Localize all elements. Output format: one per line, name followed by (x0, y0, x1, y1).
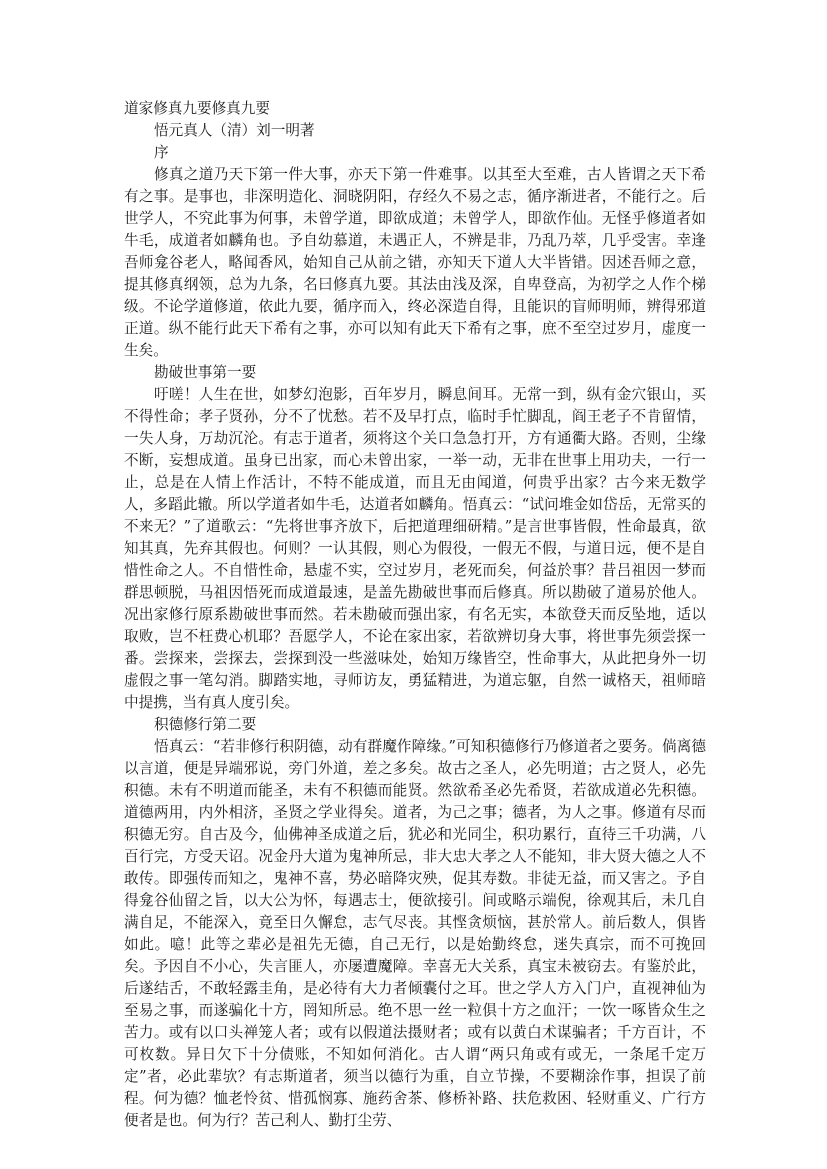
document-title: 道家修真九要修真九要 (124, 100, 270, 117)
section-heading-2: 积德修行第二要 (154, 716, 257, 733)
section-heading-1: 勘破世事第一要 (154, 364, 257, 381)
document-body (124, 98, 706, 1132)
author-line: 悟元真人（清）刘一明著 (154, 122, 315, 139)
preface-heading: 序 (154, 144, 169, 161)
section-paragraph-1: 吁嗟！人生在世，如梦幻泡影，百年岁月，瞬息间耳。无常一到，纵有金穴银山，买不得性命；孝子贤孙，分不了忧愁。若不及早打点，临时手忙脚乱，阎王老子不肯留情，一失人身，万劫沉沦。有志于道者，须将这个关口急急打开，方有通衢大路。否则，尘缘不断，妄想成道。虽身已出家，而心未曾出家，一举一动，无非在世事上用功夫，一行一止，总是在人情上作活计，不特不能成道，而且无由闻道，何贵乎出家？古今来无数学人，多蹈此辙。所以学道者如牛毛，达道者如麟角。悟真云：“试问堆金如岱岳，无常买的不来无？”了道歌云：“先将世事齐放下，后把道理细研精。”是言世事皆假，性命最真，欲知其真，先弃其假也。何则？一认其假，则心为假役，一假无不假，与道日远，便不是自惜性命之人。不自惜性命，悬虚不实，空过岁月，老死而矣，何益於事？昔吕祖因一梦而群思顿脱，马祖因悟死而成道最速，是盖先勘破世事而后修真。所以勘破了道易於他人。况出家修行原系勘破世事而然。若未勘破而强出家，有名无实，本欲登天而反坠地，适以取败，岂不枉费心机耶？吾愿学人，不论在家出家，若欲辨切身大事，将世事先须尝探一番。尝探来，尝探去，尝探到没一些滋味处，始知万缘皆空，性命事大，从此把身外一切虚假之事一笔勾消。脚踏实地，寻师访友，勇猛精进，为道忘躯，自然一诚格天，祖师暗中提携，当有真人度引矣。 (124, 386, 706, 711)
section-paragraph-2: 悟真云：“若非修行积阴德，动有群魔作障缘。”可知积德修行乃修道者之要务。倘离德以言道，便是异端邪说，旁门外道，差之多矣。故古之圣人，必先明道；古之贤人，必先积德。未有不明道而能圣，未有不积德而能贤。然欲希圣必先希贤，若欲成道必先积德。道德两用，内外相济，圣贤之学业得矣。道者，为己之事；德者，为人之事。修道有尽而积德无穷。自古及今，仙佛神圣成道之后，犹必和光同尘，积功累行，直待三千功满，八百行完，方受天诏。况金丹大道为鬼神所忌，非大忠大孝之人不能知，非大贤大德之人不敢传。即强传而知之，鬼神不喜，势必暗降灾殃，促其寿数。非徒无益，而又害之。予自得龛谷仙留之旨，以大公为怀，每遇志士，便欲接引。间或略示端倪，徐观其后，未几自满自足，不能深入，竟至日久懈怠，志气尽丧。其悭贪烦恼，甚於常人。前后数人，俱皆如此。噫！此等之辈必是祖先无德，自己无行，以是始勤终怠，迷失真宗，而不可挽回矣。予因自不小心，失言匪人，亦屡遭魔障。幸喜无大关系，真宝未被窃去。有鉴於此，后遂结舌，不敢轻露圭角，是必待有大力者倾囊付之耳。世之学人方入门户，直视神仙为至易之事，而遂骗化十方，罔知所忌。绝不思一丝一粒俱十方之血汗；一饮一啄皆众生之苦力。或有以口头禅笼人者；或有以假道法摄财者；或有以黄白术谋骗者；千方百计，不可枚数。异日欠下十分债账，不知如何消化。古人谓“两只角或有或无，一条尾千定万定”者，必此辈欤？有志斯道者，须当以德行为重，自立节操，不要糊涂作事，担误了前程。何为德？恤老怜贫、惜孤悯寡、施药舍茶、修桥补路、扶危救困、轻财重义、广行方便者是也。何为行？苦己利人、勤打尘劳、 (124, 738, 706, 1129)
preface-paragraph: 修真之道乃天下第一件大事，亦天下第一件难事。以其至大至难，古人皆谓之天下希有之事。是事也，非深明造化、洞晓阴阳，存经久不易之志，循序渐进者，不能行之。后世学人，不究此事为何事，未曾学道，即欲成道；未曾学人，即欲作仙。无怪乎修道者如牛毛，成道者如麟角也。予自幼慕道，未遇正人，不辨是非，乃乱乃萃，几乎受害。幸逢吾师龛谷老人，略闻香风，始知自己从前之错，亦知天下道人大半皆错。因述吾师之意，提其修真纲领，总为九条，名曰修真九要。其法由浅及深，自卑登高，为初学之人作个梯级。不论学道修道，依此九要，循序而入，终必深造自得，且能识的盲师明师，辨得邪道正道。纵不能行此天下希有之事，亦可以知有此天下希有之事，庶不至空过岁月，虚度一生矣。 (124, 166, 706, 359)
